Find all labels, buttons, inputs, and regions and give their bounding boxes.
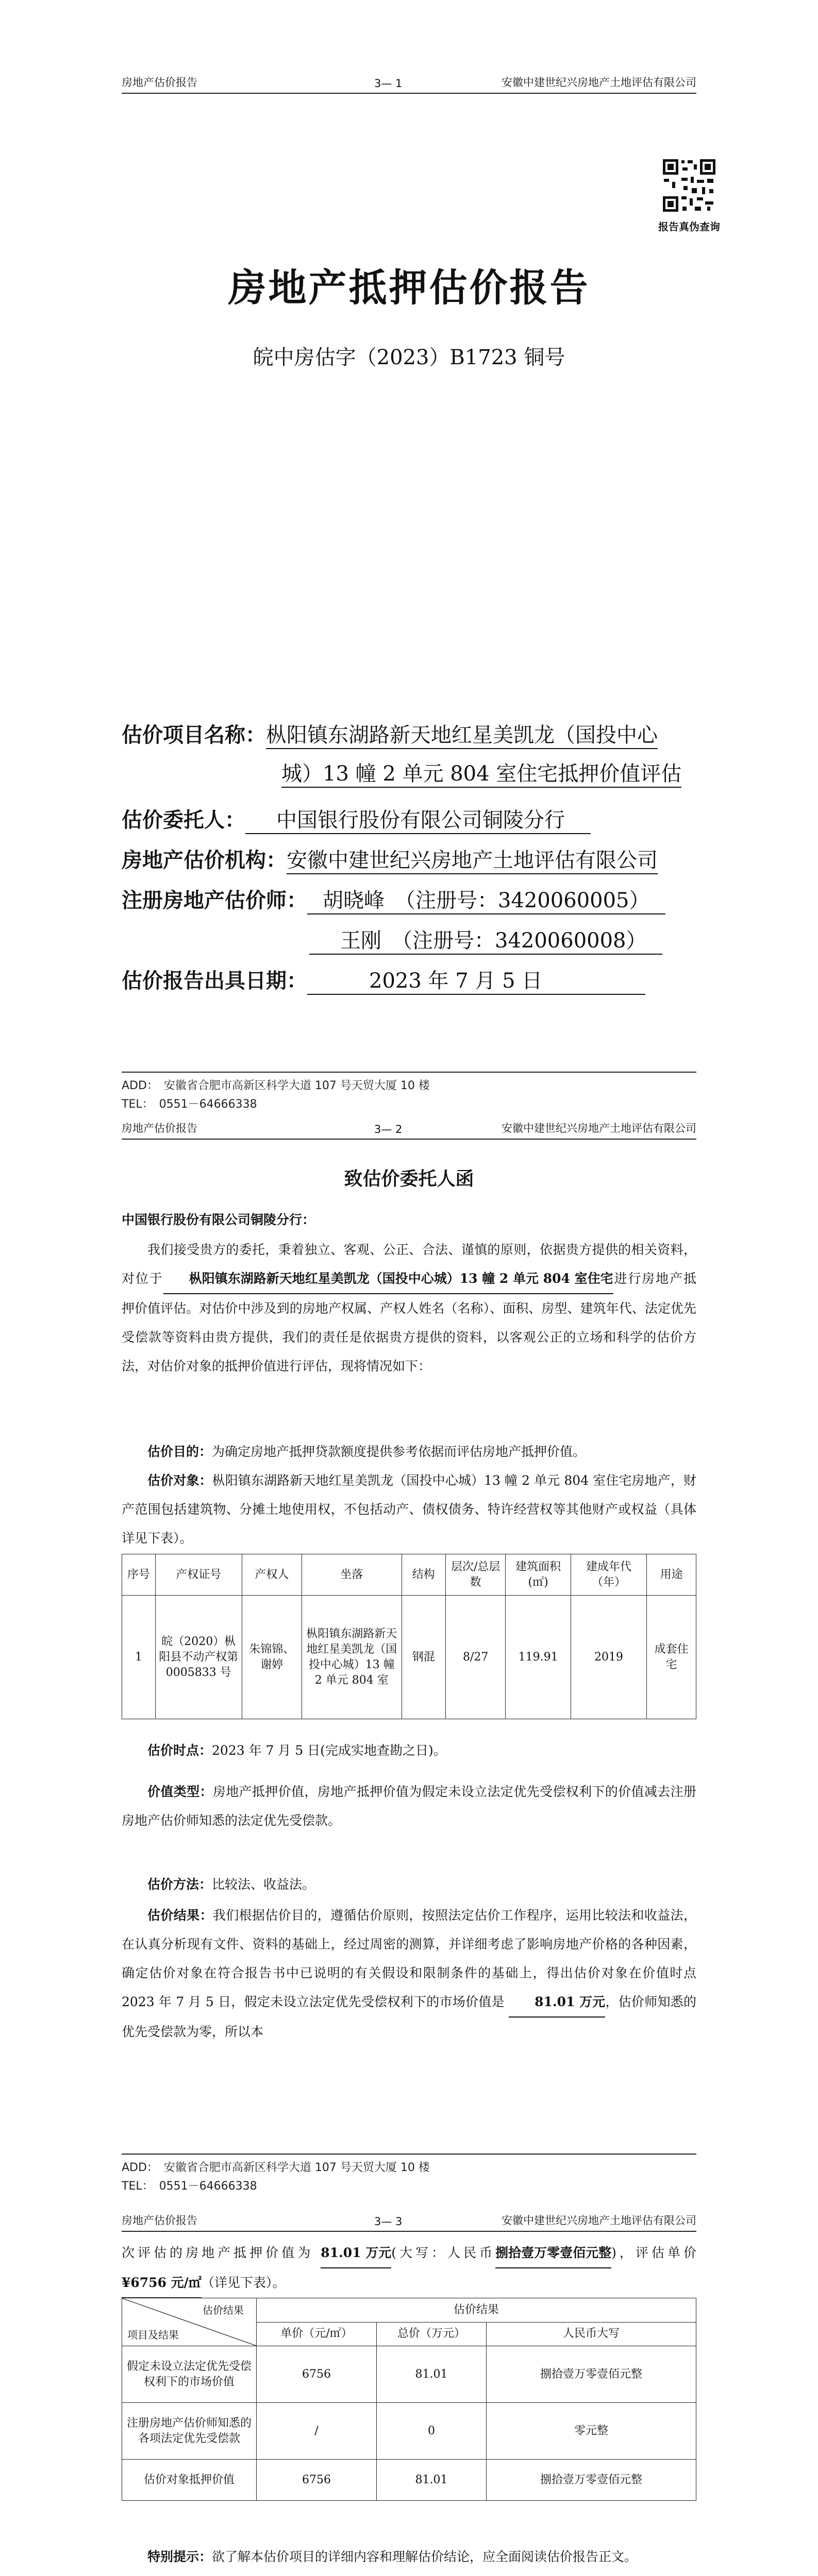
report-date-field	[122, 964, 645, 995]
result-text-a: 我们根据估价目的，遵循估价原则，按照法定估价工作程序，运用比较法和收益法，在认真分析现有文件、资料的基础上，经过周密的测算，并详细考虑了影响房地产价格的各种因素，确定估价对象在符合报告书中已说明的有关假设和限制条件的基础上，得出估价对象在价值时点 2023 年 7 月 5 日，假定未设立法定优先受偿权利下的市场价值是	[122, 1908, 696, 2009]
cont-value: 81.01 万元	[321, 2239, 391, 2268]
special-note	[122, 2543, 696, 2571]
agency-field	[122, 844, 658, 874]
result-table-header	[122, 2298, 696, 2323]
td-owner: 朱锦锦、谢婷	[242, 1596, 302, 1719]
appraiser-label: 注册房地产估价师：	[122, 888, 307, 912]
object-text: 枞阳镇东湖路新天地红星美凯龙（国投中心城）13 幢 2 单元 804 室住宅房地产，财产范围包括建筑物、分摊土地使用权，不包括动产、债权债务、特许经营权等其他财产或权益（具体详见下表）。	[122, 1473, 696, 1546]
qr-caption: 报告真伪查询	[658, 221, 720, 233]
td-year: 2019	[571, 1596, 646, 1719]
agency-label: 房地产估价机构：	[122, 848, 287, 872]
project-name-field-cont	[281, 757, 681, 788]
page-header	[122, 1118, 696, 1140]
table-row	[122, 2460, 696, 2501]
method-paragraph	[122, 1870, 696, 1899]
td-area: 119.91	[506, 1596, 571, 1719]
row-unit: 6756	[257, 2346, 377, 2403]
appraiser-field-2	[309, 924, 662, 955]
sub-upper: 人民币大写	[487, 2322, 696, 2346]
report-date-value: 2023 年 7 月 5 日	[307, 964, 645, 995]
th-year: 建成年代（年）	[571, 1554, 646, 1596]
header-left: 房地产估价报告	[122, 1122, 197, 1134]
cover-page	[0, 0, 818, 1111]
row-upper: 零元整	[487, 2403, 696, 2460]
page-header	[122, 2210, 696, 2232]
report-title: 房地产抵押估价报告	[228, 266, 590, 310]
footer-phone: TEL： 0551－64666338	[122, 1098, 257, 1111]
table-row	[122, 2403, 696, 2460]
purpose-paragraph	[122, 1437, 696, 1466]
intro-text-c: 进行房地产抵押价值评估。对估价中涉及到的房地产权属、产权人姓名（名称）、面积、房型、建筑年代、法定优先受偿款等资料由贵方提供，我们的责任是依据贵方提供的资料，以客观公正的立场和科学的估价方法，对估价对象的抵押价值进行评估，现将情况如下：	[122, 1271, 696, 1374]
footer-address: ADD： 安徽省合肥市高新区科学大道 107 号天贸大厦 10 楼	[122, 2161, 430, 2174]
row-item: 注册房地产估价师知悉的各项法定优先受偿款	[122, 2403, 257, 2460]
value-type-text: 房地产抵押价值，房地产抵押价值为假定未设立法定优先受偿权利下的价值减去注册房地产估价师知悉的法定优先受偿款。	[122, 1784, 696, 1828]
letter-page-continued	[0, 2210, 818, 2576]
client-value: 中国银行股份有限公司铜陵分行	[245, 804, 591, 834]
row-total: 81.01	[377, 2460, 487, 2501]
diagonal-top-label: 估价结果	[203, 2304, 244, 2316]
cont-unit-price: ¥6756 元/㎡	[122, 2268, 202, 2298]
purpose-text: 为确定房地产抵押贷款额度提供参考依据而评估房地产抵押价值。	[212, 1444, 586, 1459]
header-company: 安徽中建世纪兴房地产土地评估有限公司	[502, 2214, 696, 2227]
th-use: 用途	[647, 1554, 696, 1596]
sub-unit-price: 单价（元/㎡）	[257, 2322, 377, 2346]
client-label: 估价委托人：	[122, 808, 245, 832]
page-footer	[122, 2154, 696, 2196]
th-structure: 结构	[402, 1554, 445, 1596]
letter-page	[0, 1108, 818, 2210]
header-left: 房地产估价报告	[122, 76, 197, 89]
value-type-label: 价值类型：	[147, 1784, 213, 1799]
qr-code-icon	[661, 157, 717, 214]
report-date-label: 估价报告出具日期：	[122, 969, 307, 993]
intro-text-a: 我们接受贵方的委托，秉着独立、客观、公正、合法、谨慎的原则，依据贵方提供的相关资料，对位于	[122, 1242, 696, 1286]
result-col-head: 估价结果	[257, 2298, 696, 2323]
intro-property: 枞阳镇东湖路新天地红星美凯龙（国投中心城）13 幢 2 单元 804 室住宅	[163, 1264, 613, 1294]
letter-title: 致估价委托人函	[344, 1168, 474, 1190]
cont-text-b: (大写：人民币	[391, 2245, 496, 2260]
valuation-date-label: 估价时点：	[147, 1743, 212, 1758]
th-owner: 产权人	[242, 1554, 302, 1596]
addressee: 中国银行股份有限公司铜陵分行：	[122, 1212, 315, 1227]
qr-code[interactable]	[661, 157, 717, 214]
valuation-date-text: 2023 年 7 月 5 日(完成实地查勘之日)。	[212, 1743, 446, 1758]
table-row	[122, 1596, 696, 1719]
report-number: 皖中房估字（2023）B1723 铜号	[253, 346, 565, 369]
appraiser-2: 王刚 （注册号：3420060008）	[309, 924, 662, 955]
result-label: 估价结果：	[147, 1908, 213, 1923]
object-label: 估价对象：	[147, 1473, 212, 1488]
row-item: 假定未设立法定优先受偿权利下的市场价值	[122, 2346, 257, 2403]
client-field	[122, 804, 591, 834]
page-header	[122, 72, 696, 94]
header-page-number: 3— 2	[374, 1123, 403, 1136]
result-paragraph	[122, 1901, 696, 2046]
project-name-field	[122, 719, 658, 749]
td-floor: 8/27	[446, 1596, 506, 1719]
cont-upper: 捌拾壹万零壹佰元整	[495, 2239, 611, 2268]
header-company: 安徽中建世纪兴房地产土地评估有限公司	[502, 76, 696, 89]
valuation-date-paragraph	[122, 1736, 696, 1765]
th-cert: 产权证号	[155, 1554, 242, 1596]
diagonal-bottom-label: 项目及结果	[127, 2329, 179, 2341]
project-name-line1: 枞阳镇东湖路新天地红星美凯龙（国投中心	[266, 719, 658, 749]
cont-text-a: 次评估的房地产抵押价值为	[122, 2245, 321, 2260]
special-note-label: 特别提示：	[147, 2549, 212, 2564]
method-label: 估价方法：	[147, 1877, 212, 1892]
th-location: 坐落	[302, 1554, 402, 1596]
result-text-b: ，估价师知悉的优先受偿款为零，所以本	[122, 1994, 696, 2039]
project-name-line2: 城）13 幢 2 单元 804 室住宅抵押价值评估	[281, 757, 681, 788]
purpose-label: 估价目的：	[147, 1444, 212, 1459]
th-floor: 层次/总层数	[446, 1554, 506, 1596]
td-cert: 皖（2020）枞阳县不动产权第0005833 号	[155, 1596, 242, 1719]
table-header-row	[122, 1554, 696, 1596]
result-value: 81.01 万元	[509, 1988, 605, 2018]
table-row	[122, 2346, 696, 2403]
row-total: 0	[377, 2403, 487, 2460]
appraiser-1: 胡晓峰 （注册号：3420060005）	[307, 884, 665, 914]
th-area: 建筑面积(㎡)	[506, 1554, 571, 1596]
row-unit: 6756	[257, 2460, 377, 2501]
header-company: 安徽中建世纪兴房地产土地评估有限公司	[502, 1122, 696, 1134]
th-no: 序号	[122, 1554, 156, 1596]
intro-paragraph	[122, 1235, 696, 1381]
object-paragraph	[122, 1466, 696, 1553]
sub-total: 总价（万元）	[377, 2322, 487, 2346]
td-use: 成套住宅	[647, 1596, 696, 1719]
td-location: 枞阳镇东湖路新天地红星美凯龙（国投中心城）13 幢 2 单元 804 室	[302, 1596, 402, 1719]
td-no: 1	[122, 1596, 156, 1719]
diagonal-header-cell	[122, 2298, 257, 2346]
header-page-number: 3— 3	[374, 2215, 403, 2228]
method-text: 比较法、收益法。	[212, 1877, 315, 1892]
result-table	[122, 2298, 696, 2501]
row-item: 估价对象抵押价值	[122, 2460, 257, 2501]
value-type-paragraph	[122, 1777, 696, 1835]
header-page-number: 3— 1	[374, 77, 403, 90]
td-structure: 钢混	[402, 1596, 445, 1719]
agency-value: 安徽中建世纪兴房地产土地评估有限公司	[287, 844, 658, 874]
footer-phone: TEL： 0551－64666338	[122, 2180, 257, 2193]
footer-address: ADD： 安徽省合肥市高新区科学大道 107 号天贸大厦 10 楼	[122, 1079, 430, 1092]
row-unit: /	[257, 2403, 377, 2460]
row-upper: 捌拾壹万零壹佰元整	[487, 2460, 696, 2501]
special-note-text: 欲了解本估价项目的详细内容和理解估价结论，应全面阅读估价报告正文。	[212, 2549, 638, 2564]
header-left: 房地产估价报告	[122, 2214, 197, 2227]
cont-text-c: )，评估单价	[611, 2245, 696, 2260]
appraiser-field	[122, 884, 665, 914]
property-table	[122, 1554, 696, 1719]
cont-text-d: （详见下表）。	[201, 2275, 286, 2290]
row-upper: 捌拾壹万零壹佰元整	[487, 2346, 696, 2403]
project-name-label: 估价项目名称：	[122, 723, 266, 747]
result-continued	[122, 2239, 696, 2298]
row-total: 81.01	[377, 2346, 487, 2403]
